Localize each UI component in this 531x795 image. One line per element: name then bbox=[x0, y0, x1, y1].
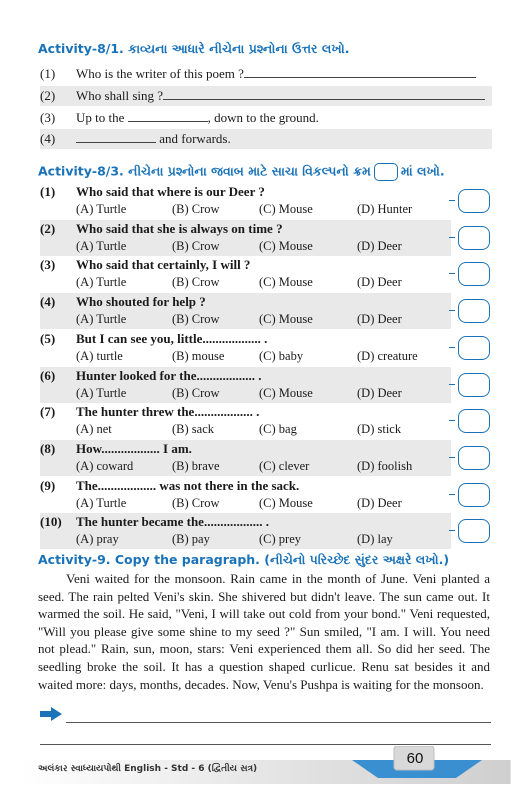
answer-line[interactable] bbox=[163, 89, 485, 100]
option-a: (A) coward bbox=[76, 459, 134, 473]
mcq-question-2 bbox=[40, 220, 451, 256]
question-text: The.................. was not there in the sack. bbox=[76, 478, 300, 493]
option-c: (C) baby bbox=[259, 349, 304, 363]
row-number: (4) bbox=[40, 131, 56, 146]
activity-9-heading: Activity-9. Copy the paragraph. (નીચેનો પરિચ્છેદ સુંદર અક્ષરે લખો.) bbox=[38, 552, 450, 567]
fill-row-3 bbox=[40, 108, 492, 128]
question-text: Who said that where is our Deer ? bbox=[76, 184, 265, 199]
question-number: (2) bbox=[40, 221, 56, 236]
question-text: Hunter looked for the.................. . bbox=[76, 368, 262, 383]
answer-box[interactable] bbox=[458, 189, 490, 213]
option-a: (A) net bbox=[76, 422, 112, 436]
mcq-question-1 bbox=[40, 183, 451, 219]
option-b: (B) Crow bbox=[172, 202, 220, 216]
mcq-question-9 bbox=[40, 477, 451, 513]
row-text: Who is the writer of this poem ? bbox=[76, 66, 244, 81]
question-number: (7) bbox=[40, 404, 56, 419]
row-text: Who shall sing ? bbox=[76, 88, 164, 103]
option-a: (A) Turtle bbox=[76, 239, 127, 253]
option-c: (C) prey bbox=[259, 532, 301, 546]
mcq-question-5 bbox=[40, 330, 451, 366]
option-b: (B) sack bbox=[172, 422, 214, 436]
option-d: (D) Deer bbox=[357, 239, 402, 253]
answer-line[interactable] bbox=[128, 111, 208, 122]
heading-text: Activity-8/3. નીચેના પ્રશ્નોના જવાબ માટે સાચા વિકલ્પનો ક્રમ bbox=[38, 163, 371, 179]
answer-box[interactable] bbox=[458, 409, 490, 433]
row-text: Up to the bbox=[76, 110, 125, 125]
answer-line[interactable] bbox=[76, 132, 156, 143]
copy-paragraph: Veni waited for the monsoon. Rain came in the month of June. Veni planted a seed. The rain pelted Veni's skin. She shivered but didn't leave. The sun came out. It warmed the soil. He said, "Veni, I will take out cold from your bond." Veni requested, "Will you please give some shine to my seed ?" Sun smiled, "I am. I will. You need not plead." Rain, sun, moon, stars: Veni experienced them all. So did her seed. The seedling broke the soil. It has a question shaped curlicue. Renu sat besides it and waited more: days, months, decades. Now, Venu's Pushpa is waiting for the monsoon. bbox=[38, 571, 490, 692]
option-c: (C) Mouse bbox=[259, 275, 313, 289]
option-b: (B) pay bbox=[172, 532, 210, 546]
option-d: (D) Deer bbox=[357, 275, 402, 289]
mcq-question-10 bbox=[40, 513, 451, 549]
option-b: (B) Crow bbox=[172, 386, 220, 400]
option-c: (C) Mouse bbox=[259, 386, 313, 400]
footer-book-title: અલંકાર સ્વાધ્યાયપોથી English - Std - 6 (દ્વિતીય સત્ર) bbox=[38, 764, 258, 774]
answer-box[interactable] bbox=[458, 446, 490, 470]
activity-8-1-heading: Activity-8/1. કાવ્યના આધારે નીચેના પ્રશ્નોના ઉત્તર લખો. bbox=[38, 41, 350, 56]
answer-box[interactable] bbox=[458, 226, 490, 250]
option-a: (A) Turtle bbox=[76, 312, 127, 326]
answer-line[interactable] bbox=[244, 67, 476, 78]
question-text: Who said that she is always on time ? bbox=[76, 221, 283, 236]
option-d: (D) Deer bbox=[357, 312, 402, 326]
option-c: (C) bag bbox=[259, 422, 297, 436]
mcq-question-6 bbox=[40, 367, 451, 403]
option-b: (B) mouse bbox=[172, 349, 225, 363]
option-a: (A) Turtle bbox=[76, 496, 127, 510]
option-c: (C) clever bbox=[259, 459, 310, 473]
question-number: (10) bbox=[40, 514, 62, 529]
option-b: (B) brave bbox=[172, 459, 220, 473]
option-c: (C) Mouse bbox=[259, 312, 313, 326]
fill-row-2 bbox=[40, 86, 492, 106]
option-d: (D) creature bbox=[357, 349, 418, 363]
question-text: Who shouted for help ? bbox=[76, 294, 206, 309]
option-d: (D) stick bbox=[357, 422, 402, 436]
row-number: (1) bbox=[40, 66, 56, 81]
question-text: The hunter threw the.................. . bbox=[76, 404, 260, 419]
option-b: (B) Crow bbox=[172, 275, 220, 289]
question-number: (4) bbox=[40, 294, 56, 309]
row-number: (2) bbox=[40, 88, 56, 103]
question-text: How.................. I am. bbox=[76, 441, 192, 456]
heading-text-after: માં લખો. bbox=[400, 163, 445, 179]
answer-box[interactable] bbox=[458, 519, 490, 543]
option-b: (B) Crow bbox=[172, 239, 220, 253]
question-number: (3) bbox=[40, 257, 56, 272]
fill-row-4 bbox=[40, 129, 492, 149]
answer-box[interactable] bbox=[458, 299, 490, 323]
page-number: 60 bbox=[406, 750, 424, 767]
option-a: (A) pray bbox=[76, 532, 119, 546]
question-text: The hunter became the.................. . bbox=[76, 514, 269, 529]
question-text: But I can see you, little.................. . bbox=[76, 331, 268, 346]
row-text-after: and forwards. bbox=[159, 131, 231, 146]
option-c: (C) Mouse bbox=[259, 496, 313, 510]
question-text: Who said that certainly, I will ? bbox=[76, 257, 251, 272]
answer-box-sample bbox=[374, 163, 398, 181]
option-c: (C) Mouse bbox=[259, 239, 313, 253]
row-number: (3) bbox=[40, 110, 56, 125]
option-d: (D) foolish bbox=[357, 459, 413, 473]
mcq-question-4 bbox=[40, 293, 451, 329]
option-d: (D) Hunter bbox=[357, 202, 413, 216]
option-d: (D) Deer bbox=[357, 496, 402, 510]
answer-box[interactable] bbox=[458, 373, 490, 397]
option-c: (C) Mouse bbox=[259, 202, 313, 216]
answer-box[interactable] bbox=[458, 483, 490, 507]
option-a: (A) Turtle bbox=[76, 202, 127, 216]
option-d: (D) lay bbox=[357, 532, 393, 546]
fill-row-1 bbox=[40, 64, 492, 84]
option-a: (A) turtle bbox=[76, 349, 123, 363]
activity-8-3-heading bbox=[38, 163, 445, 181]
mcq-question-7 bbox=[40, 403, 451, 439]
mcq-question-3 bbox=[40, 256, 451, 292]
mcq-question-8 bbox=[40, 440, 451, 476]
question-number: (8) bbox=[40, 441, 56, 456]
option-d: (D) Deer bbox=[357, 386, 402, 400]
writing-line[interactable] bbox=[66, 722, 491, 723]
option-b: (B) Crow bbox=[172, 312, 220, 326]
arrow-right-icon bbox=[40, 707, 62, 721]
row-text-after: , down to the ground. bbox=[207, 110, 319, 125]
question-number: (6) bbox=[40, 368, 56, 383]
question-number: (5) bbox=[40, 331, 56, 346]
option-a: (A) Turtle bbox=[76, 275, 127, 289]
question-number: (1) bbox=[40, 184, 56, 199]
option-b: (B) Crow bbox=[172, 496, 220, 510]
answer-box[interactable] bbox=[458, 262, 490, 286]
question-number: (9) bbox=[40, 478, 56, 493]
answer-box[interactable] bbox=[458, 336, 490, 360]
option-a: (A) Turtle bbox=[76, 386, 127, 400]
writing-line[interactable] bbox=[40, 744, 491, 745]
